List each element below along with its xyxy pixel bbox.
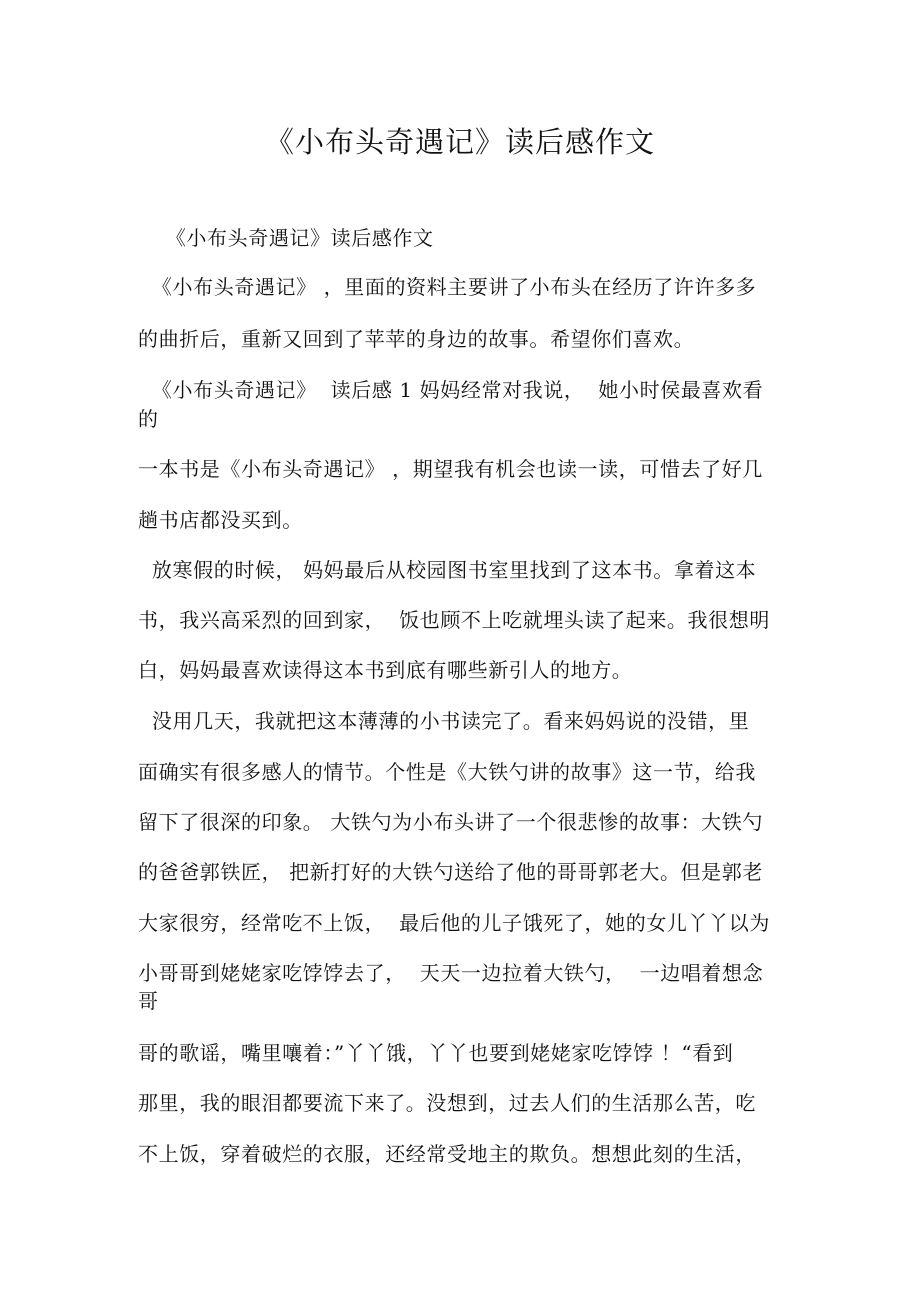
paragraph-line: 小哥哥到姥姥家吃饽饽去了， 天天一边拉着大铁勺， 一边唱着想念 (138, 961, 764, 985)
paragraph-line: 《小布头奇遇记》 ，里面的资料主要讲了小布头在经历了许许多多 (138, 275, 757, 299)
paragraph-line: 那里，我的眼泪都要流下来了。没想到，过去人们的生活那么苦，吃 (138, 1091, 756, 1115)
paragraph-line: 留下了很深的印象。 大铁勺为小布头讲了一个很悲惨的故事：大铁勺 (138, 810, 763, 834)
paragraph-line: 的爸爸郭铁匠， 把新打好的大铁勺送给了他的哥哥郭老大。但是郭老 (138, 860, 763, 884)
paragraph-line: 一本书是《小布头奇遇记》 ，期望我有机会也读一读，可惜去了好几 (138, 457, 763, 481)
paragraph-line: 不上饭，穿着破烂的衣服，还经常受地主的欺负。想想此刻的生活， (138, 1142, 756, 1166)
paragraph-line: 的曲折后，重新又回到了苹苹的身边的故事。希望你们喜欢。 (138, 327, 695, 351)
paragraph-line: 哥 (138, 989, 159, 1013)
paragraph-line: 书，我兴高采烈的回到家， 饭也顾不上吃就埋头读了起来。我很想明 (138, 608, 770, 632)
paragraph-line: 的 (138, 407, 159, 431)
paragraph-line: 大家很穷，经常吃不上饭， 最后他的儿子饿死了，她的女儿丫丫以为 (138, 911, 770, 935)
paragraph-line: 没用几天，我就把这本薄薄的小书读完了。看来妈妈说的没错，里 (138, 709, 750, 733)
document-title: 《小布头奇遇记》读后感作文 (264, 125, 655, 159)
subtitle-line: 《小布头奇遇记》读后感作文 (138, 226, 434, 250)
paragraph-line: 面确实有很多感人的情节。个性是《大铁勺讲的故事》这一节，给我 (138, 760, 756, 784)
paragraph-line: 白，妈妈最喜欢读得这本书到底有哪些新引人的地方。 (138, 658, 633, 682)
paragraph-line: 哥的歌谣，嘴里嚷着：”丫丫饿，丫丫也要到姥姥家吃饽饽 ！“看到 (138, 1041, 734, 1065)
paragraph-line: 趟书店都没买到。 (138, 508, 303, 532)
paragraph-line: 放寒假的时候， 妈妈最后从校园图书室里找到了这本书。拿着这本 (138, 558, 757, 582)
paragraph-line: 《小布头奇遇记》 读后感 1 妈妈经常对我说， 她小时侯最喜欢看 (138, 378, 764, 402)
